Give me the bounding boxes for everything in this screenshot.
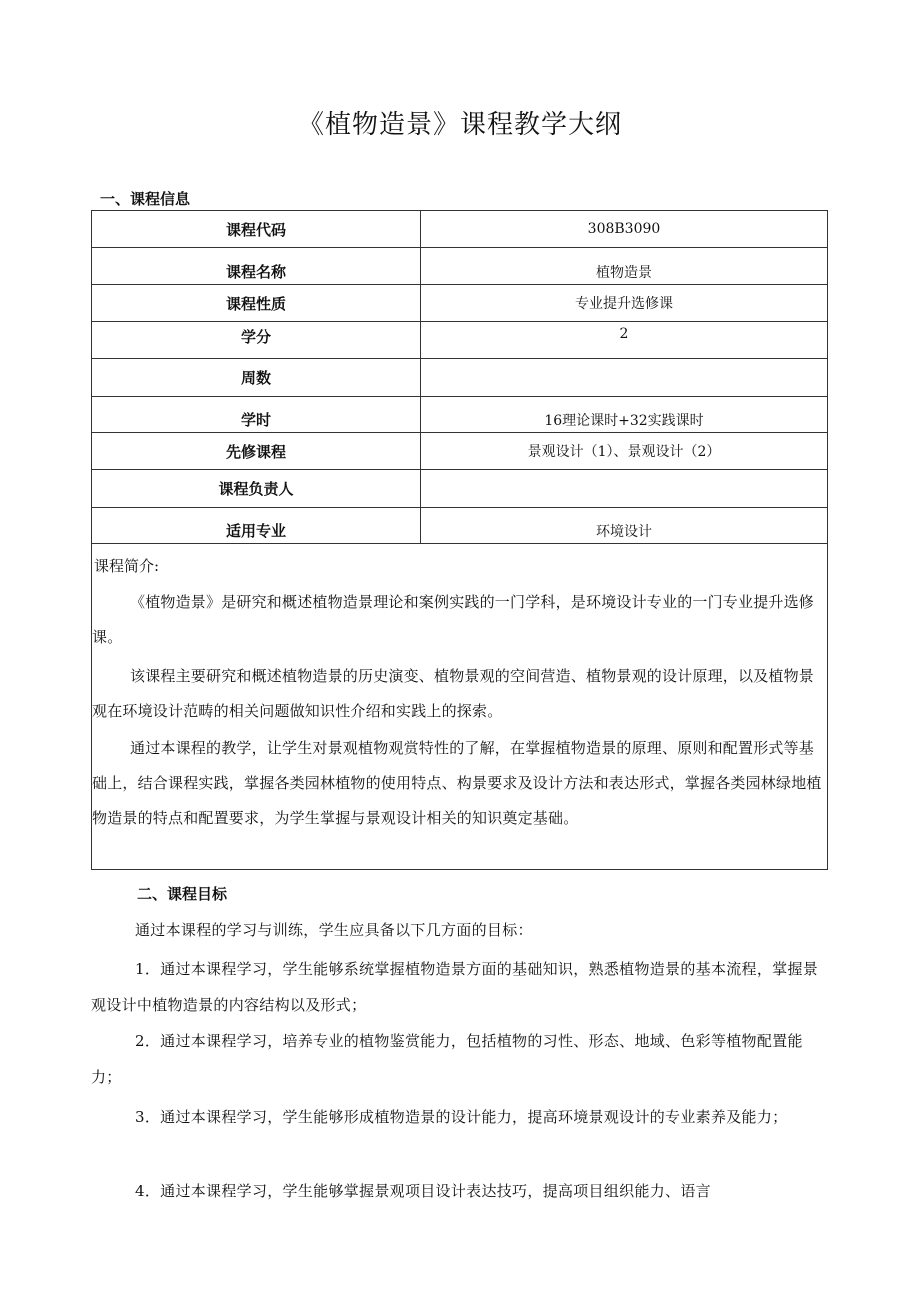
- course-info-table: [91, 210, 828, 544]
- table-row: [92, 248, 828, 285]
- info-value: 环境设计: [421, 508, 828, 544]
- info-value: 308B3090: [421, 211, 828, 248]
- info-value: 景观设计（1）、景观设计（2）: [421, 433, 828, 470]
- table-row: [92, 397, 828, 433]
- table-row: [92, 322, 828, 359]
- info-value: 植物造景: [421, 248, 828, 285]
- page-title: 《植物造景》课程教学大纲: [297, 110, 622, 140]
- table-row: [92, 508, 828, 544]
- info-value: [421, 359, 828, 397]
- intro-paragraph: 通过本课程的教学，让学生对景观植物观赏特性的了解，在掌握植物造景的原理、原则和配置形式等基础上，结合课程实践，掌握各类园林植物的使用特点、构景要求及设计方法和表达形式，掌握各类园林绿地植物造景的特点和配置要求，为学生掌握与景观设计相关的知识奠定基础。: [92, 739, 822, 827]
- objective-item: 1．通过本课程学习，学生能够系统掌握植物造景方面的基础知识，熟悉植物造景的基本流程，掌握景观设计中植物造景的内容结构以及形式；: [91, 960, 819, 1014]
- info-key: 周数: [92, 359, 421, 397]
- info-value: 16理论课时+32实践课时: [421, 397, 828, 433]
- table-row: [92, 359, 828, 397]
- intro-paragraph: 《植物造景》是研究和概述植物造景理论和案例实践的一门学科，是环境设计专业的一门专业提升选修课。: [92, 593, 815, 646]
- objective-item: 2．通过本课程学习，培养专业的植物鉴赏能力，包括植物的习性、形态、地域、色彩等植物配置能力；: [91, 1032, 803, 1086]
- objective-item: 4．通过本课程学习，学生能够掌握景观项目设计表达技巧，提高项目组织能力、语言: [135, 1182, 711, 1200]
- info-key: 课程名称: [92, 248, 421, 285]
- objectives-intro: 通过本课程的学习与训练，学生应具备以下几方面的目标：: [135, 921, 533, 939]
- info-key: 学分: [92, 322, 421, 359]
- info-value: [421, 470, 828, 508]
- info-key: 学时: [92, 397, 421, 433]
- intro-label: 课程简介:: [94, 557, 160, 575]
- course-intro-box: [91, 543, 828, 870]
- intro-paragraph: 该课程主要研究和概述植物造景的历史演变、植物景观的空间营造、植物景观的设计原理，以及植物景观在环境设计范畴的相关问题做知识性介绍和实践上的探索。: [92, 667, 815, 720]
- table-row: [92, 470, 828, 508]
- table-row: [92, 285, 828, 322]
- info-key: 先修课程: [92, 433, 421, 470]
- table-row: [92, 211, 828, 248]
- info-key: 课程负责人: [92, 470, 421, 508]
- info-key: 适用专业: [92, 508, 421, 544]
- info-key: 课程性质: [92, 285, 421, 322]
- info-value: 专业提升选修课: [421, 285, 828, 322]
- section-heading-course-info: 一、课程信息: [100, 190, 191, 208]
- info-value: 2: [421, 322, 828, 359]
- objective-item: 3．通过本课程学习，学生能够形成植物造景的设计能力，提高环境景观设计的专业素养及能力；: [135, 1108, 788, 1126]
- table-row: [92, 433, 828, 470]
- info-key: 课程代码: [92, 211, 421, 248]
- section-heading-objectives: 二、课程目标: [137, 885, 228, 903]
